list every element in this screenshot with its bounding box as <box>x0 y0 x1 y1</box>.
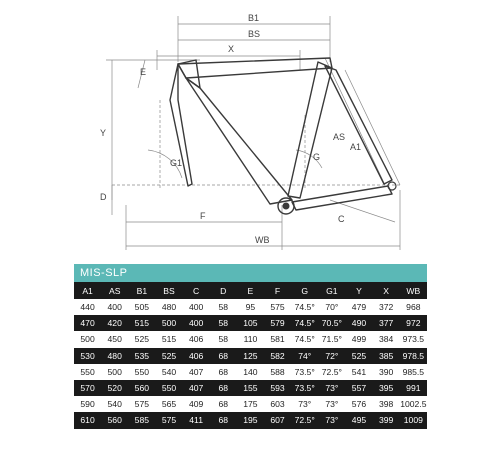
table-cell: 68 <box>210 348 237 364</box>
table-cell: 155 <box>237 380 264 396</box>
table-header-row <box>74 282 427 299</box>
table-cell: 541 <box>345 364 372 380</box>
table-cell: 582 <box>264 348 291 364</box>
table-cell: 72° <box>318 348 345 364</box>
table-row <box>74 331 427 347</box>
table-cell: 479 <box>345 299 372 315</box>
table-cell: 525 <box>345 348 372 364</box>
dim-label-g: G <box>313 152 321 162</box>
table-cell: 398 <box>373 396 400 412</box>
table-cell: 1009 <box>400 412 427 428</box>
table-cell: 610 <box>74 412 101 428</box>
dim-label-c: C <box>338 214 345 224</box>
table-cell: 585 <box>128 412 155 428</box>
dim-label-bs: BS <box>248 29 261 39</box>
table-cell: 470 <box>74 315 101 331</box>
table-cell: 74.5° <box>291 331 318 347</box>
table-cell: 140 <box>237 364 264 380</box>
column-header: A1 <box>74 282 101 299</box>
dim-label-e: E <box>140 67 147 77</box>
geometry-spec-table <box>74 264 427 429</box>
table-cell: 384 <box>373 331 400 347</box>
dim-label-y: Y <box>100 128 107 138</box>
table-cell: 525 <box>155 348 182 364</box>
table-cell: 550 <box>155 380 182 396</box>
column-header: B1 <box>128 282 155 299</box>
table-cell: 500 <box>101 364 128 380</box>
dim-label-b1: B1 <box>248 13 260 23</box>
table-cell: 58 <box>210 331 237 347</box>
column-header: G1 <box>318 282 345 299</box>
table-cell: 968 <box>400 299 427 315</box>
table-cell: 70.5° <box>318 315 345 331</box>
table-cell: 73° <box>318 412 345 428</box>
table-cell: 406 <box>183 348 210 364</box>
table-cell: 973.5 <box>400 331 427 347</box>
table-cell: 495 <box>345 412 372 428</box>
table-body <box>74 299 427 429</box>
table-cell: 500 <box>155 315 182 331</box>
table-cell: 590 <box>74 396 101 412</box>
table-cell: 985.5 <box>400 364 427 380</box>
table-row <box>74 396 427 412</box>
table-cell: 500 <box>74 331 101 347</box>
table-cell: 450 <box>101 331 128 347</box>
table-cell: 71.5° <box>318 331 345 347</box>
table-cell: 407 <box>183 364 210 380</box>
dim-label-f: F <box>200 211 206 221</box>
table-cell: 593 <box>264 380 291 396</box>
table-cell: 550 <box>74 364 101 380</box>
table-cell: 372 <box>373 299 400 315</box>
table-cell: 400 <box>183 299 210 315</box>
table-cell: 395 <box>373 380 400 396</box>
table-cell: 72.5° <box>318 364 345 380</box>
table-row <box>74 348 427 364</box>
table-cell: 440 <box>74 299 101 315</box>
table-cell: 991 <box>400 380 427 396</box>
dim-label-as: AS <box>333 132 346 142</box>
table-cell: 579 <box>264 315 291 331</box>
table-cell: 540 <box>101 396 128 412</box>
table-cell: 70° <box>318 299 345 315</box>
table-cell: 480 <box>155 299 182 315</box>
column-header: AS <box>101 282 128 299</box>
table-cell: 535 <box>128 348 155 364</box>
table-cell: 74° <box>291 348 318 364</box>
table-cell: 560 <box>128 380 155 396</box>
table-cell: 68 <box>210 396 237 412</box>
table-cell: 400 <box>183 315 210 331</box>
table-cell: 570 <box>74 380 101 396</box>
column-header: G <box>291 282 318 299</box>
table-cell: 400 <box>101 299 128 315</box>
table-cell: 978.5 <box>400 348 427 364</box>
size-table <box>74 282 427 429</box>
table-cell: 390 <box>373 364 400 380</box>
table-cell: 575 <box>155 412 182 428</box>
table-cell: 73° <box>291 396 318 412</box>
table-cell: 125 <box>237 348 264 364</box>
table-cell: 73.5° <box>291 364 318 380</box>
dim-label-x: X <box>228 44 235 54</box>
table-cell: 515 <box>155 331 182 347</box>
column-header: X <box>373 282 400 299</box>
dim-label-wb: WB <box>255 235 270 245</box>
table-cell: 499 <box>345 331 372 347</box>
table-row <box>74 364 427 380</box>
table-row <box>74 299 427 315</box>
table-cell: 540 <box>155 364 182 380</box>
column-header: C <box>183 282 210 299</box>
table-cell: 480 <box>101 348 128 364</box>
table-cell: 406 <box>183 331 210 347</box>
table-cell: 399 <box>373 412 400 428</box>
table-cell: 409 <box>183 396 210 412</box>
table-cell: 175 <box>237 396 264 412</box>
dim-label-g1: G1 <box>170 158 183 168</box>
table-row <box>74 380 427 396</box>
table-cell: 588 <box>264 364 291 380</box>
table-cell: 68 <box>210 364 237 380</box>
column-header: WB <box>400 282 427 299</box>
model-name-bar: MIS-SLP <box>74 264 427 282</box>
table-cell: 385 <box>373 348 400 364</box>
table-cell: 575 <box>128 396 155 412</box>
table-cell: 565 <box>155 396 182 412</box>
table-cell: 74.5° <box>291 315 318 331</box>
column-header: BS <box>155 282 182 299</box>
column-header: Y <box>345 282 372 299</box>
table-row <box>74 412 427 428</box>
column-header: E <box>237 282 264 299</box>
dim-label-a1: A1 <box>350 142 362 152</box>
table-cell: 68 <box>210 380 237 396</box>
table-cell: 420 <box>101 315 128 331</box>
table-cell: 58 <box>210 315 237 331</box>
table-cell: 576 <box>345 396 372 412</box>
table-cell: 58 <box>210 299 237 315</box>
table-cell: 73° <box>318 396 345 412</box>
table-cell: 530 <box>74 348 101 364</box>
table-cell: 74.5° <box>291 299 318 315</box>
column-header: D <box>210 282 237 299</box>
table-cell: 1002.5 <box>400 396 427 412</box>
column-header: F <box>264 282 291 299</box>
table-cell: 515 <box>128 315 155 331</box>
table-cell: 490 <box>345 315 372 331</box>
table-cell: 581 <box>264 331 291 347</box>
table-cell: 411 <box>183 412 210 428</box>
table-cell: 505 <box>128 299 155 315</box>
table-cell: 607 <box>264 412 291 428</box>
table-cell: 525 <box>128 331 155 347</box>
table-cell: 520 <box>101 380 128 396</box>
table-cell: 603 <box>264 396 291 412</box>
dim-label-d: D <box>100 192 107 202</box>
table-cell: 557 <box>345 380 372 396</box>
table-cell: 575 <box>264 299 291 315</box>
table-cell: 68 <box>210 412 237 428</box>
table-cell: 407 <box>183 380 210 396</box>
table-cell: 105 <box>237 315 264 331</box>
table-cell: 560 <box>101 412 128 428</box>
table-cell: 95 <box>237 299 264 315</box>
table-cell: 972 <box>400 315 427 331</box>
table-cell: 73° <box>318 380 345 396</box>
table-cell: 550 <box>128 364 155 380</box>
table-cell: 72.5° <box>291 412 318 428</box>
table-cell: 110 <box>237 331 264 347</box>
table-cell: 195 <box>237 412 264 428</box>
table-cell: 73.5° <box>291 380 318 396</box>
table-row <box>74 315 427 331</box>
table-cell: 377 <box>373 315 400 331</box>
